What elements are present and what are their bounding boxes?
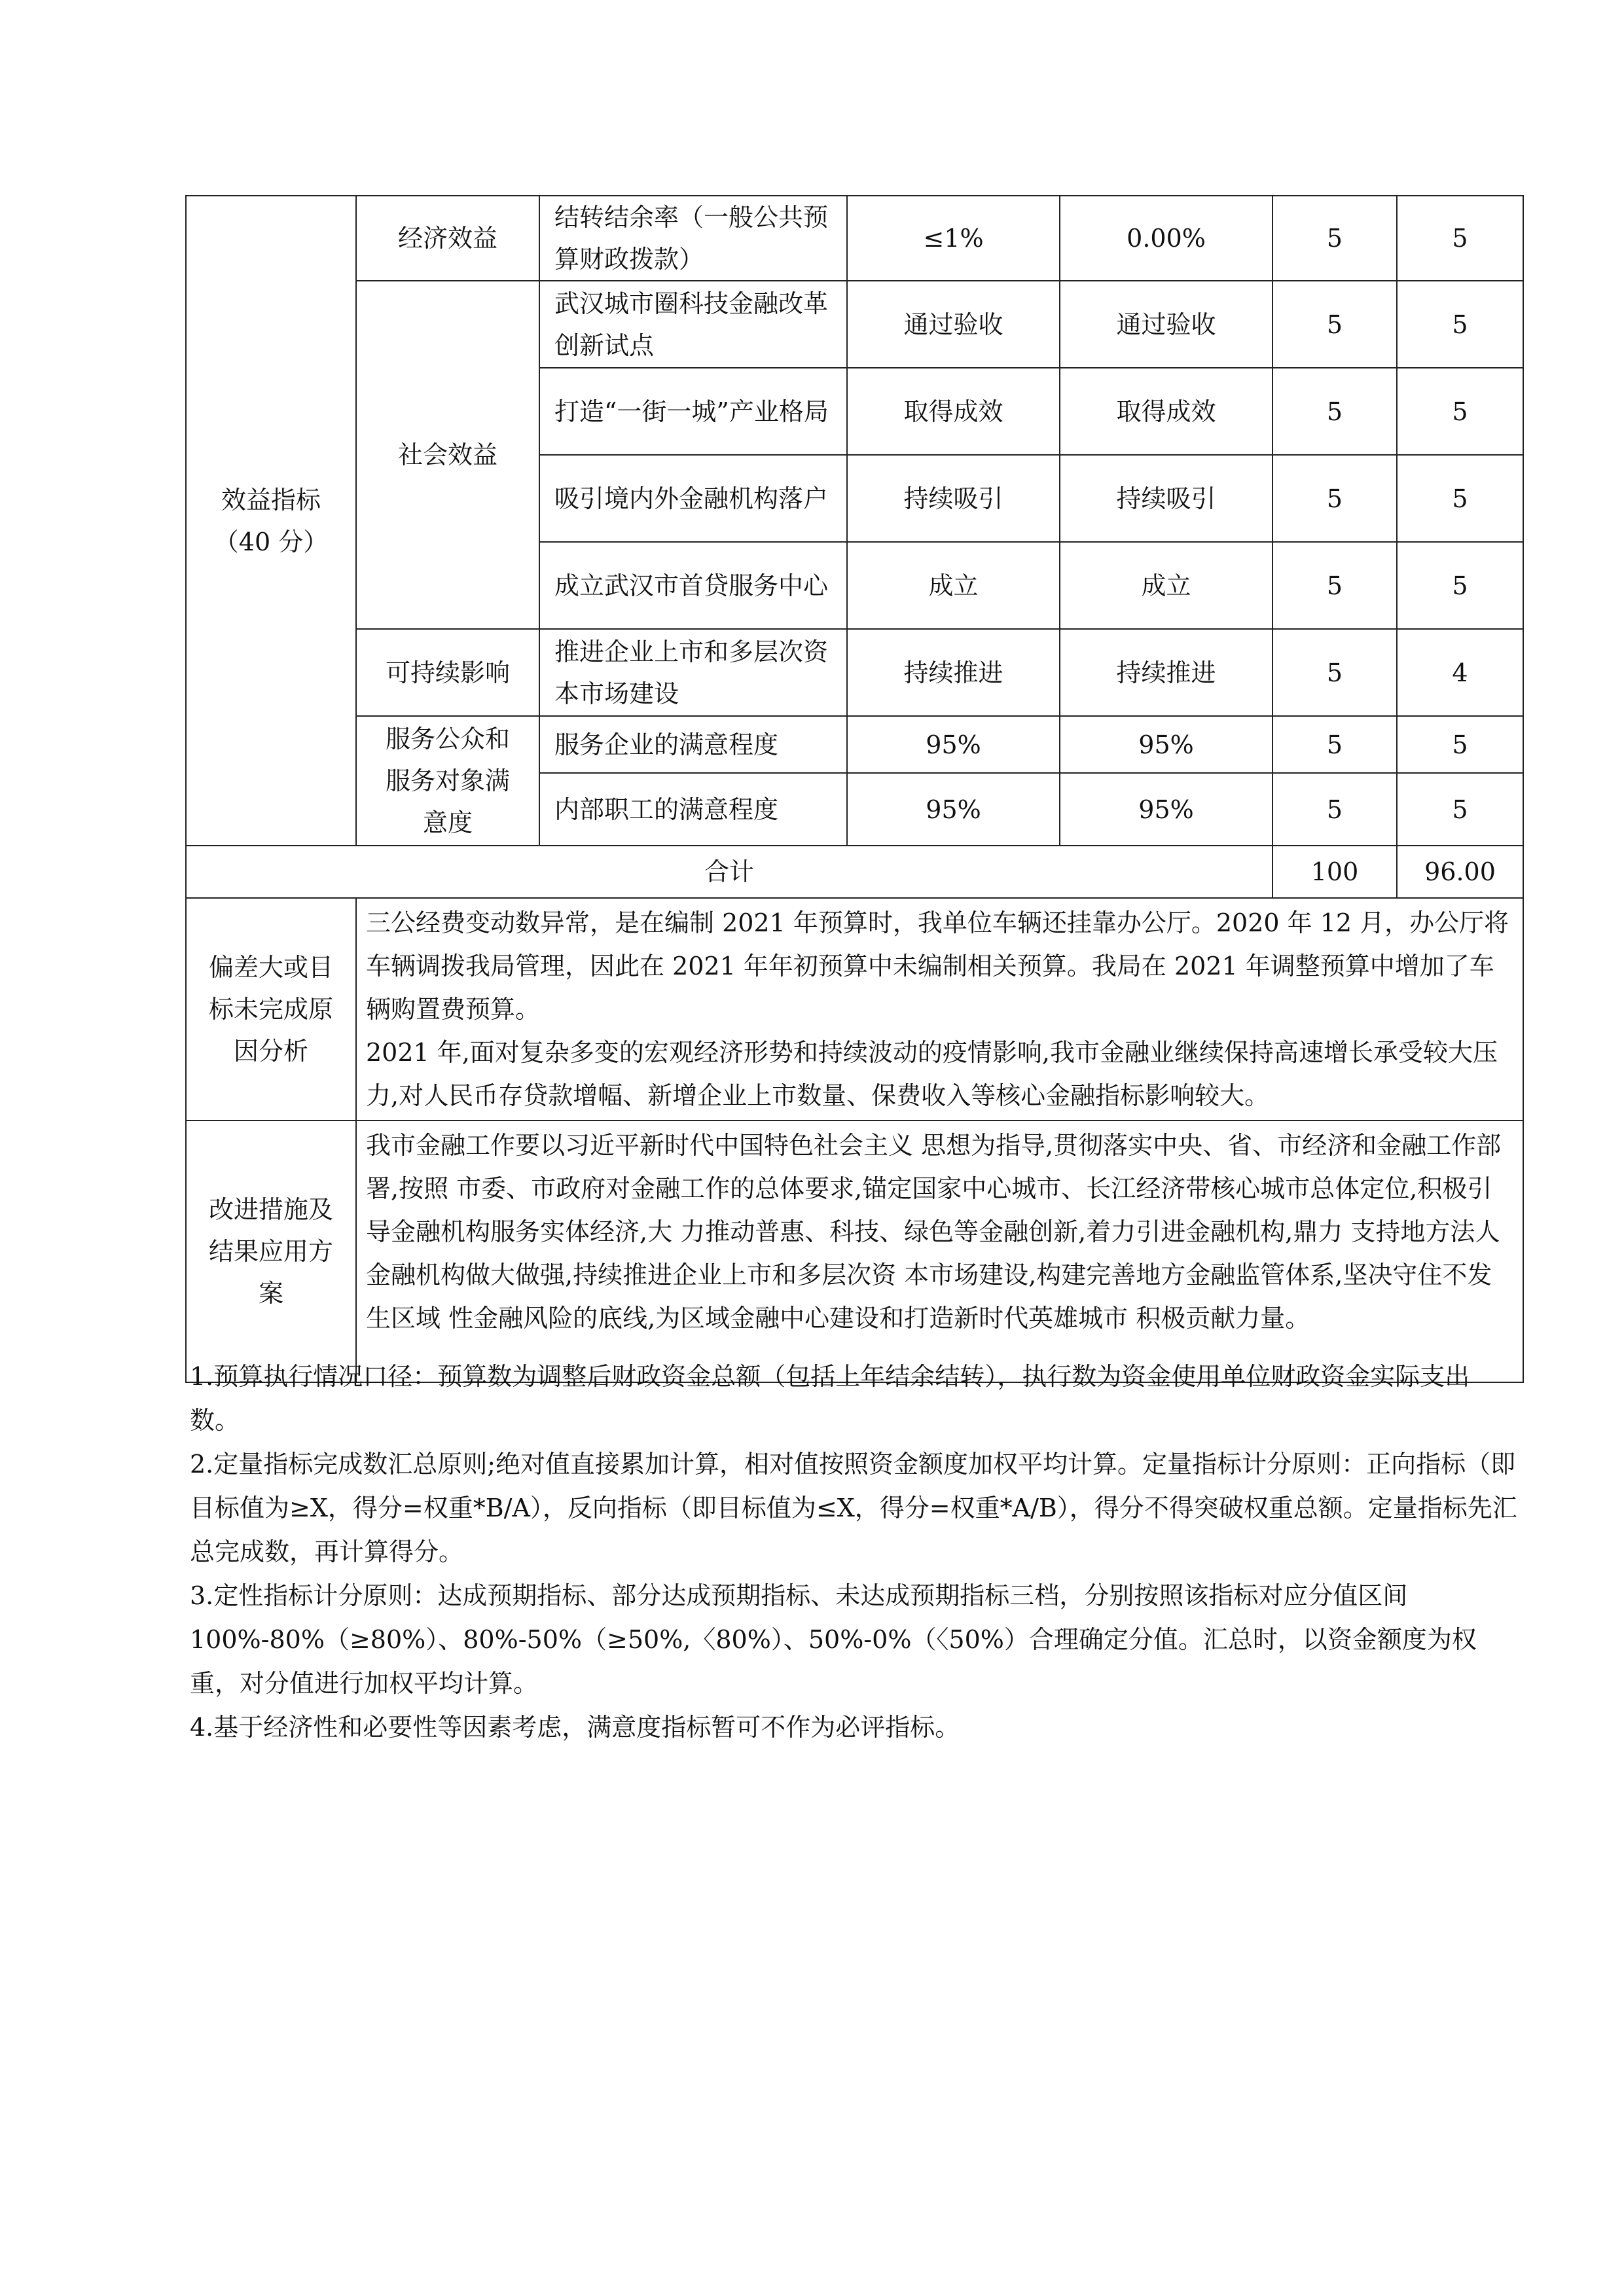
table-row [186, 629, 1523, 716]
improvement-paragraph: 我市金融工作要以习近平新时代中国特色社会主义 思想为指导,贯彻落实中央、省、市经济和金融工作部署,按照 市委、市政府对金融工作的总体要求,锚定国家中心城市、长江经济带核心城市总体定位,积极引导金融机构服务实体经济,大 力推动普惠、科技、绿色等金融创新,着力引进金融机构,鼎力 支持地方法人金融机构做大做强,持续推进企业上市和多层次资 本市场建设,构建完善地方金融监管体系,坚决守住不发生区域 性金融风险的底线,为区域金融中心建设和打造新时代英雄城市 积极贡献力量。 [366, 1131, 1502, 1333]
target-cell: 通过验收 [847, 281, 1060, 368]
performance-table [185, 195, 1524, 1383]
total-weight: 100 [1272, 846, 1397, 898]
footnotes [190, 1355, 1519, 1749]
score-cell: 4 [1397, 629, 1523, 716]
target-cell: 95% [847, 716, 1060, 773]
weight-cell: 5 [1272, 773, 1397, 846]
weight-cell: 5 [1272, 368, 1397, 455]
subcategory-economic: 经济效益 [356, 196, 539, 281]
indicator-cell: 内部职工的满意程度 [539, 773, 847, 846]
total-label: 合计 [186, 846, 1272, 898]
deviation-text [356, 898, 1523, 1121]
score-cell: 5 [1397, 716, 1523, 773]
footnote-2: 2.定量指标完成数汇总原则;绝对值直接累加计算，相对值按照资金额度加权平均计算。定量指标计分原则：正向指标（即目标值为≥X，得分=权重*B/A），反向指标（即目标值为≤X，得分=权重*A/B），得分不得突破权重总额。定量指标先汇总完成数，再计算得分。 [190, 1450, 1517, 1566]
footnote-4: 4.基于经济性和必要性等因素考虑，满意度指标暂可不作为必评指标。 [190, 1713, 960, 1742]
subcategory-social: 社会效益 [356, 281, 539, 629]
subcategory-satisfaction: 服务公众和服务对象满意度 [356, 716, 539, 846]
actual-cell: 取得成效 [1060, 368, 1272, 455]
weight-cell: 5 [1272, 716, 1397, 773]
weight-cell: 5 [1272, 455, 1397, 542]
indicator-cell: 吸引境内外金融机构落户 [539, 455, 847, 542]
actual-cell: 成立 [1060, 542, 1272, 629]
actual-cell: 95% [1060, 716, 1272, 773]
target-cell: 持续推进 [847, 629, 1060, 716]
score-cell: 5 [1397, 281, 1523, 368]
table-row [186, 716, 1523, 773]
actual-cell: 0.00% [1060, 196, 1272, 281]
score-cell: 5 [1397, 455, 1523, 542]
target-cell: 95% [847, 773, 1060, 846]
weight-cell: 5 [1272, 542, 1397, 629]
target-cell: 取得成效 [847, 368, 1060, 455]
score-cell: 5 [1397, 542, 1523, 629]
target-cell: ≤1% [847, 196, 1060, 281]
target-cell: 持续吸引 [847, 455, 1060, 542]
footnote-1: 1.预算执行情况口径：预算数为调整后财政资金总额（包括上年结余结转），执行数为资金使用单位财政资金实际支出数。 [190, 1362, 1470, 1435]
indicator-cell: 服务企业的满意程度 [539, 716, 847, 773]
indicator-cell: 武汉城市圈科技金融改革创新试点 [539, 281, 847, 368]
table-row [186, 196, 1523, 281]
indicator-cell: 成立武汉市首贷服务中心 [539, 542, 847, 629]
category-benefit: 效益指标 （40 分） [186, 196, 356, 846]
actual-cell: 持续吸引 [1060, 455, 1272, 542]
total-score: 96.00 [1397, 846, 1523, 898]
actual-cell: 95% [1060, 773, 1272, 846]
total-row [186, 846, 1523, 898]
improvement-text [356, 1121, 1523, 1382]
actual-cell: 通过验收 [1060, 281, 1272, 368]
target-cell: 成立 [847, 542, 1060, 629]
deviation-paragraph-2: 2021 年,面对复杂多变的宏观经济形势和持续波动的疫情影响,我市金融业继续保持高速增长承受较大压力,对人民币存贷款增幅、新增企业上市数量、保费收入等核心金融指标影响较大。 [366, 1038, 1498, 1110]
indicator-cell: 结转结余率（一般公共预算财政拨款） [539, 196, 847, 281]
score-cell: 5 [1397, 196, 1523, 281]
score-cell: 5 [1397, 773, 1523, 846]
table-row [186, 281, 1523, 368]
weight-cell: 5 [1272, 196, 1397, 281]
improvement-row [186, 1121, 1523, 1382]
score-cell: 5 [1397, 368, 1523, 455]
indicator-cell: 打造“一街一城”产业格局 [539, 368, 847, 455]
weight-cell: 5 [1272, 281, 1397, 368]
actual-cell: 持续推进 [1060, 629, 1272, 716]
deviation-label: 偏差大或目标未完成原因分析 [186, 898, 356, 1121]
subcategory-sustainability: 可持续影响 [356, 629, 539, 716]
footnote-3: 3.定性指标计分原则：达成预期指标、部分达成预期指标、未达成预期指标三档，分别按照该指标对应分值区间 100%-80%（≥80%）、80%-50%（≥50%,〈80%）、50%-0%（〈50%）合理确定分值。汇总时，以资金额度为权重，对分值进行加权平均计算。 [190, 1581, 1477, 1698]
improvement-label: 改进措施及结果应用方案 [186, 1121, 356, 1382]
weight-cell: 5 [1272, 629, 1397, 716]
deviation-row [186, 898, 1523, 1121]
deviation-paragraph-1: 三公经费变动数异常，是在编制 2021 年预算时，我单位车辆还挂靠办公厅。2020 年 12 月，办公厅将车辆调拨我局管理，因此在 2021 年年初预算中未编制相关预算。我局在 2021 年调整预算中增加了车辆购置费预算。 [366, 908, 1509, 1024]
indicator-cell: 推进企业上市和多层次资本市场建设 [539, 629, 847, 716]
